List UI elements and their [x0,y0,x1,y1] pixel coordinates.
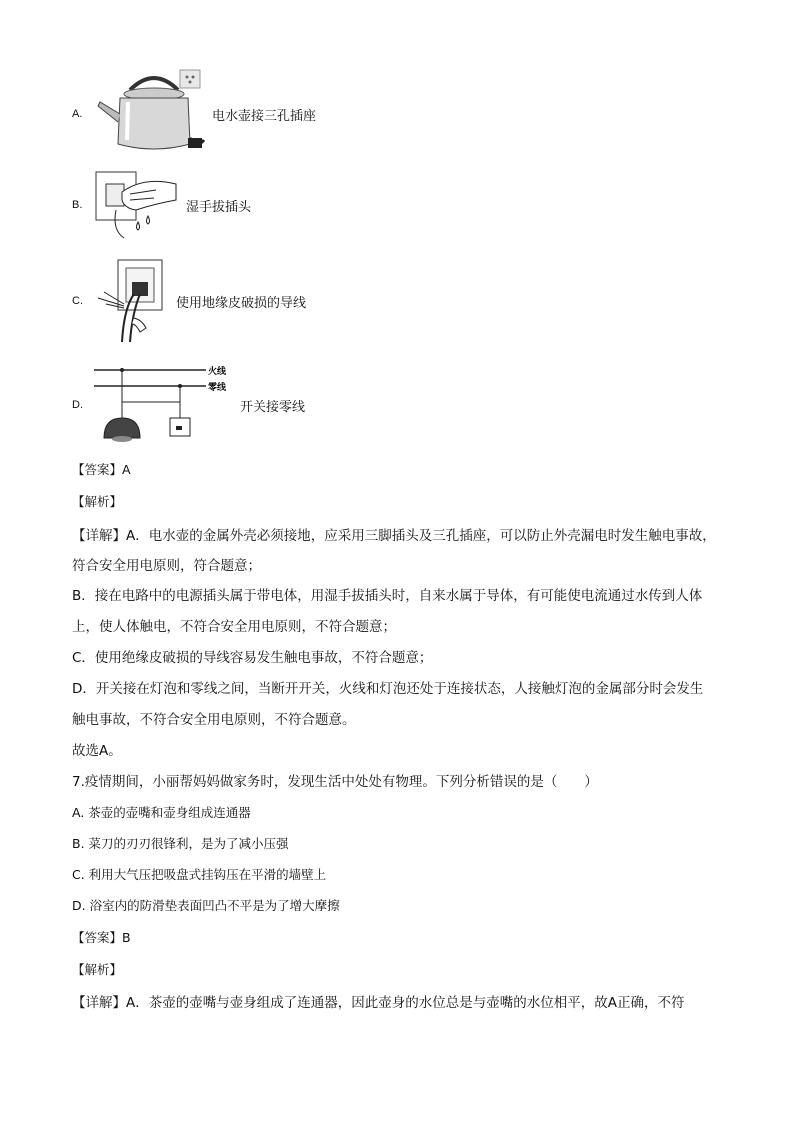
answer-2: 【答案】B [72,930,131,945]
option-a [72,68,316,160]
explain-1-line-2: 符合安全用电原则，符合题意； [72,558,261,574]
option-text: 使用地缘皮破损的导线 [176,295,307,311]
analysis-heading-1: 【解析】 [72,494,123,509]
damaged-cable-image [94,258,170,344]
explain-1-line-4: 上，使人体触电，不符合安全用电原则，不符合题意； [72,619,396,635]
option-text: 电水壶接三孔插座 [212,108,317,124]
explain-1-line-5: C．使用绝缘皮破损的导线容易发生触电事故，不符合题意； [72,650,433,666]
question-7-option-d: D. 浴室内的防滑垫表面凹凸不平是为了增大摩擦 [72,898,340,913]
live-wire-label: 火线 [208,367,227,377]
option-c [72,258,306,344]
lamp-shade [104,418,140,438]
explain-2-line-1: 【详解】A．茶壶的壶嘴与壶身组成了连通器，因此壶身的水位总是与壶嘴的水位相平，故A正确，不符 [72,995,685,1011]
explain-1-line-6: D．开关接在灯泡和零线之间，当断开开关，火线和灯泡还处于连接状态，人接触灯泡的金属部分时会发生 [72,681,704,697]
neutral-wire-label: 零线 [208,383,227,393]
explain-1-line-8: 故选A。 [72,743,122,759]
switch-neutral-circuit-diagram [94,360,234,450]
option-letter: B. [72,199,83,211]
analysis-heading-2: 【解析】 [72,962,123,977]
wet-hand-plug-image [94,170,180,240]
option-letter: A. [72,108,83,120]
question-7-option-a: A. 茶壶的壶嘴和壶身组成连通器 [72,805,251,820]
explain-1-line-1: 【详解】A．电水壶的金属外壳必须接地，应采用三脚插头及三孔插座，可以防止外壳漏电时发生触电事故， [72,528,716,544]
question-7-stem: 7.疫情期间，小丽帮妈妈做家务时，发现生活中处处有物理。下列分析错误的是（ ） [72,774,598,790]
option-text: 开关接零线 [240,399,306,415]
option-b [72,170,251,240]
question-7-option-c: C. 利用大气压把吸盘式挂钩压在平滑的墙壁上 [72,867,327,882]
explain-1-line-7: 触电事故，不符合安全用电原则，不符合题意。 [72,712,356,728]
explain-1-line-3: B．接在电路中的电源插头属于带电体，用湿手拔插头时，自来水属于导体，有可能使电流通过水传到人体 [72,588,703,604]
option-d [72,360,305,450]
kettle-socket-image [94,68,206,160]
option-letter: C. [72,295,83,307]
answer-1: 【答案】A [72,462,131,477]
option-text: 湿手拔插头 [186,199,252,215]
option-letter: D. [72,399,83,411]
question-7-option-b: B. 菜刀的刃刃很锋利，是为了减小压强 [72,836,289,851]
